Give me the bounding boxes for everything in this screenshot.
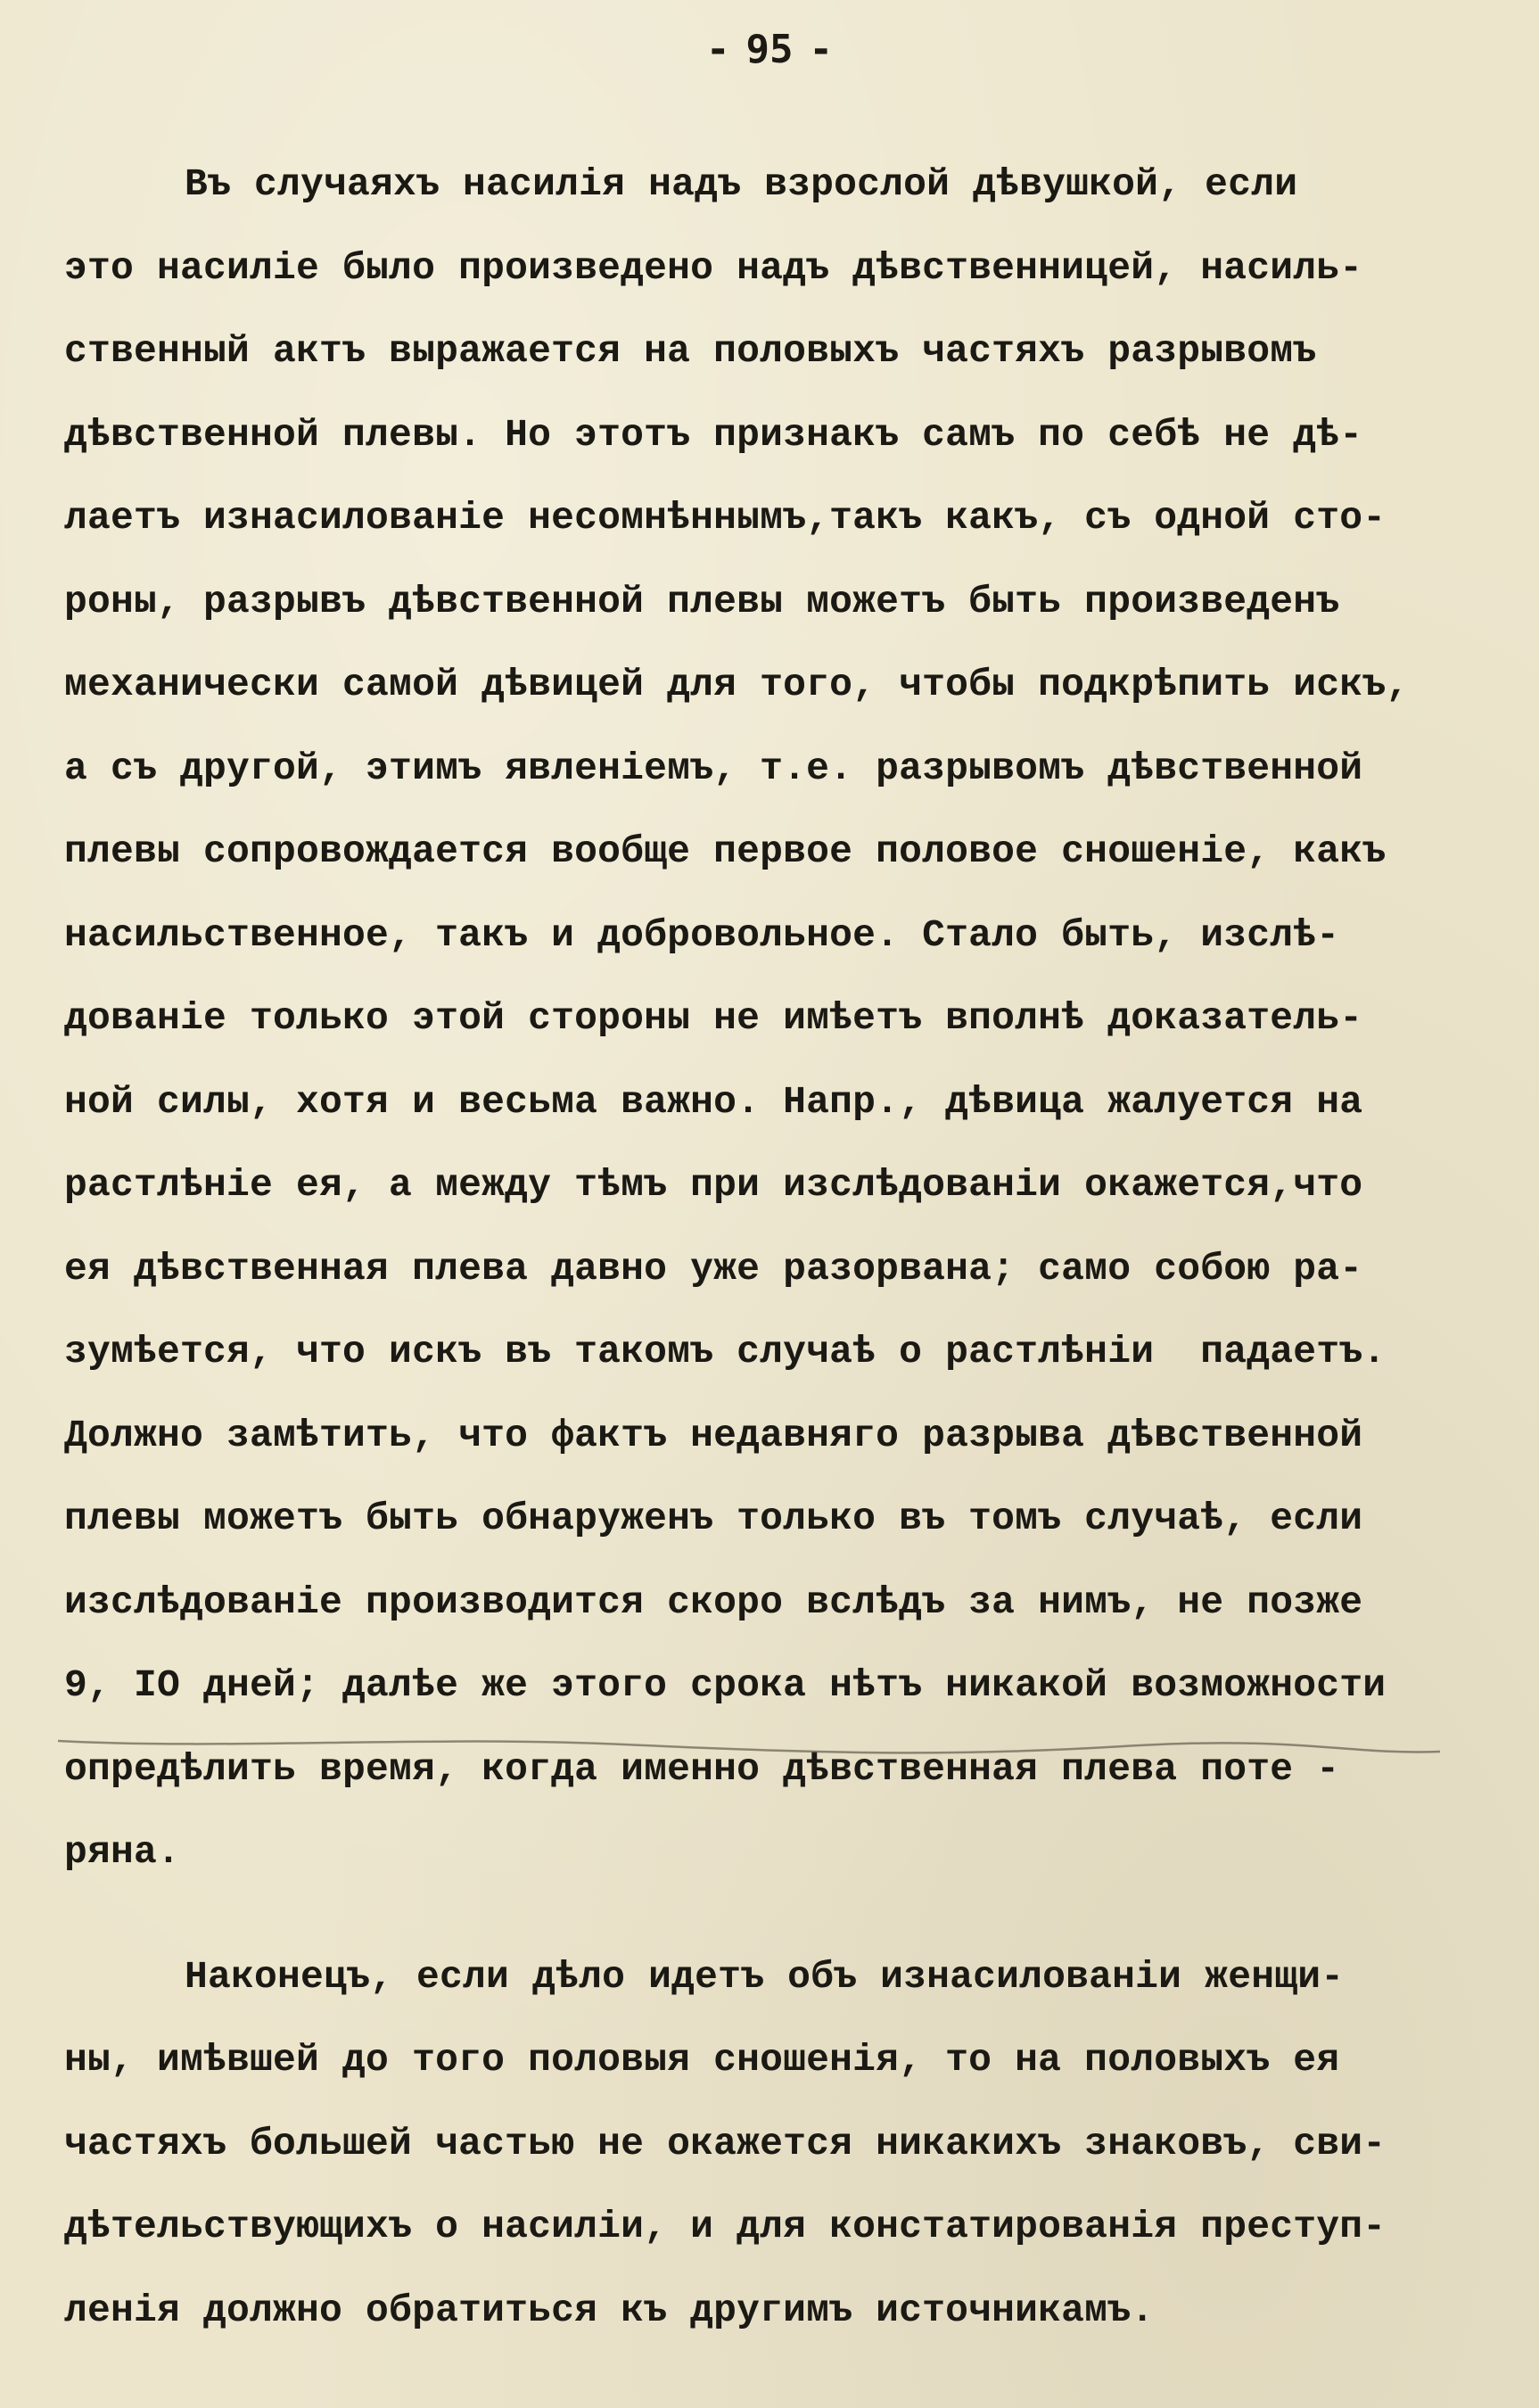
text-line: изслѣдованіе производится скоро вслѣдъ за нимъ, не позже: [64, 1579, 1363, 1624]
text-line: ны, имѣвшей до того половыя сношенія, то на половыхъ ея: [64, 2038, 1340, 2082]
typewritten-body: [64, 143, 1409, 2352]
text-line: лаетъ изнасилованіе несомнѣннымъ,такъ какъ, съ одной сто-: [64, 496, 1387, 540]
text-line: это насиліе было произведено надъ дѣвственницей, насиль-: [64, 245, 1363, 290]
text-line: дѣтельствующихъ о насиліи, и для констатированія преступ-: [64, 2205, 1387, 2248]
paragraph-gap: [64, 1894, 1409, 1935]
text-line: ной силы, хотя и весьма важно. Напр., дѣвица жалуется на: [64, 1079, 1363, 1124]
text-line: растлѣніе ея, а между тѣмъ при изслѣдованіи окажется,что: [64, 1163, 1363, 1207]
page-number-dash-right: -: [809, 27, 833, 72]
text-line: плевы сопровождается вообще первое половое сношеніе, какъ: [64, 829, 1387, 873]
text-line: Наконецъ, если дѣло идетъ объ изнасилованіи женщи-: [185, 1954, 1345, 1999]
page-number-dash-left: -: [706, 27, 730, 72]
text-line: плевы можетъ быть обнаруженъ только въ томъ случаѣ, если: [64, 1497, 1363, 1540]
text-line: ряна.: [64, 1830, 181, 1874]
text-line: Въ случаяхъ насилія надъ взрослой дѣвушкой, если: [185, 162, 1298, 206]
text-line: дѣвственной плевы. Но этотъ признакъ самъ по себѣ не дѣ-: [64, 412, 1363, 457]
text-line: Должно замѣтить, что фактъ недавняго разрыва дѣвственной: [64, 1413, 1363, 1457]
text-line: 9, IO дней; далѣе же этого срока нѣтъ никакой возможности: [64, 1663, 1387, 1707]
text-line: насильственное, такъ и добровольное. Стало быть, изслѣ-: [64, 912, 1340, 957]
text-line: механически самой дѣвицей для того, чтобы подкрѣпить искъ,: [64, 663, 1410, 706]
paragraph-1: [64, 143, 1409, 1894]
text-line: ленія должно обратиться къ другимъ источникамъ.: [64, 2288, 1155, 2332]
paragraph-2: [64, 1935, 1409, 2353]
page-number-value: 95: [745, 27, 794, 72]
text-line: частяхъ большей частью не окажется никакихъ знаковъ, сви-: [64, 2121, 1387, 2165]
text-line: ея дѣвственная плева давно уже разорвана; само собою ра-: [64, 1246, 1363, 1291]
text-line: роны, разрывъ дѣвственной плевы можетъ быть произведенъ: [64, 579, 1340, 623]
page-number: [0, 27, 1539, 72]
text-line: зумѣется, что искъ въ такомъ случаѣ о растлѣніи падаетъ.: [64, 1330, 1387, 1373]
text-line: а съ другой, этимъ явленіемъ, т.е. разрывомъ дѣвственной: [64, 746, 1363, 790]
text-line: ственный актъ выражается на половыхъ частяхъ разрывомъ: [64, 329, 1317, 373]
text-line: дованіе только этой стороны не имѣетъ вполнѣ доказатель-: [64, 996, 1363, 1040]
text-line: опредѣлить время, когда именно дѣвственная плева поте -: [64, 1746, 1340, 1791]
